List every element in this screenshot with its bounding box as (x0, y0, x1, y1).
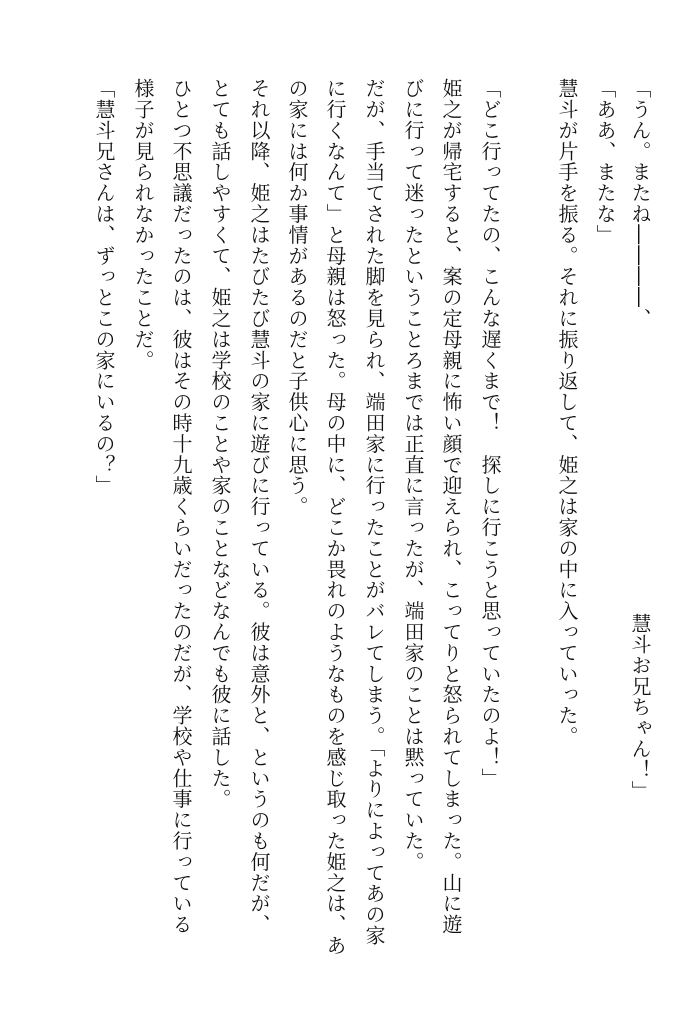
text-column-11: とても話しやすくて、姫之は学校のことや家のことなどなんでも彼に話した。 (208, 78, 232, 810)
text-column-1 (625, 78, 655, 998)
text-column-6: びに行って迷ったということろまでは正直に言ったが、端田家のことは黙っていた。 (401, 78, 425, 873)
text-column-7: だが、手当てされた脚を見られ、端田家に行ったことがバレてしまう。「よりによってあの家 (362, 78, 386, 946)
column-1-top-text: 「うん。またね――――、 (628, 78, 652, 329)
text-column-14: 「慧斗兄さんは、ずっとこの家にいるの？」 (92, 78, 116, 496)
text-column-8: に行くなんて」と母親は怒った。母の中に、どこか畏れのようなものを感じ取った姫之は、あ (323, 78, 347, 956)
text-column-12: ひとつ不思議だったのは、彼はその時十九歳くらいだったのだが、学校や仕事に行っている (169, 78, 193, 935)
text-column-9: の家には何か事情があるのだと子供心に思う。 (285, 78, 309, 517)
text-column-5: 姫之が帰宅すると、案の定母親に怖い顔で迎えられ、こってりと怒られてしまった。山に遊 (439, 78, 463, 935)
text-column-4: 「どこ行ってたの、こんな遅くまで！ 探しに行こうと思っていたのよ！」 (478, 78, 502, 789)
text-column-3: 慧斗が片手を振る。それに振り返して、姫之は家の中に入っていった。 (555, 78, 579, 747)
text-column-13: 様子が見られなかったことだ。 (131, 78, 155, 371)
text-column-2: 「ああ、またな」 (593, 78, 617, 246)
column-1-bottom-text: 慧斗お兄ちゃん！」 (628, 613, 652, 802)
text-column-10: それ以降、姫之はたびたび慧斗の家に遊びに行っている。彼は意外と、というのも何だが、 (247, 78, 271, 935)
